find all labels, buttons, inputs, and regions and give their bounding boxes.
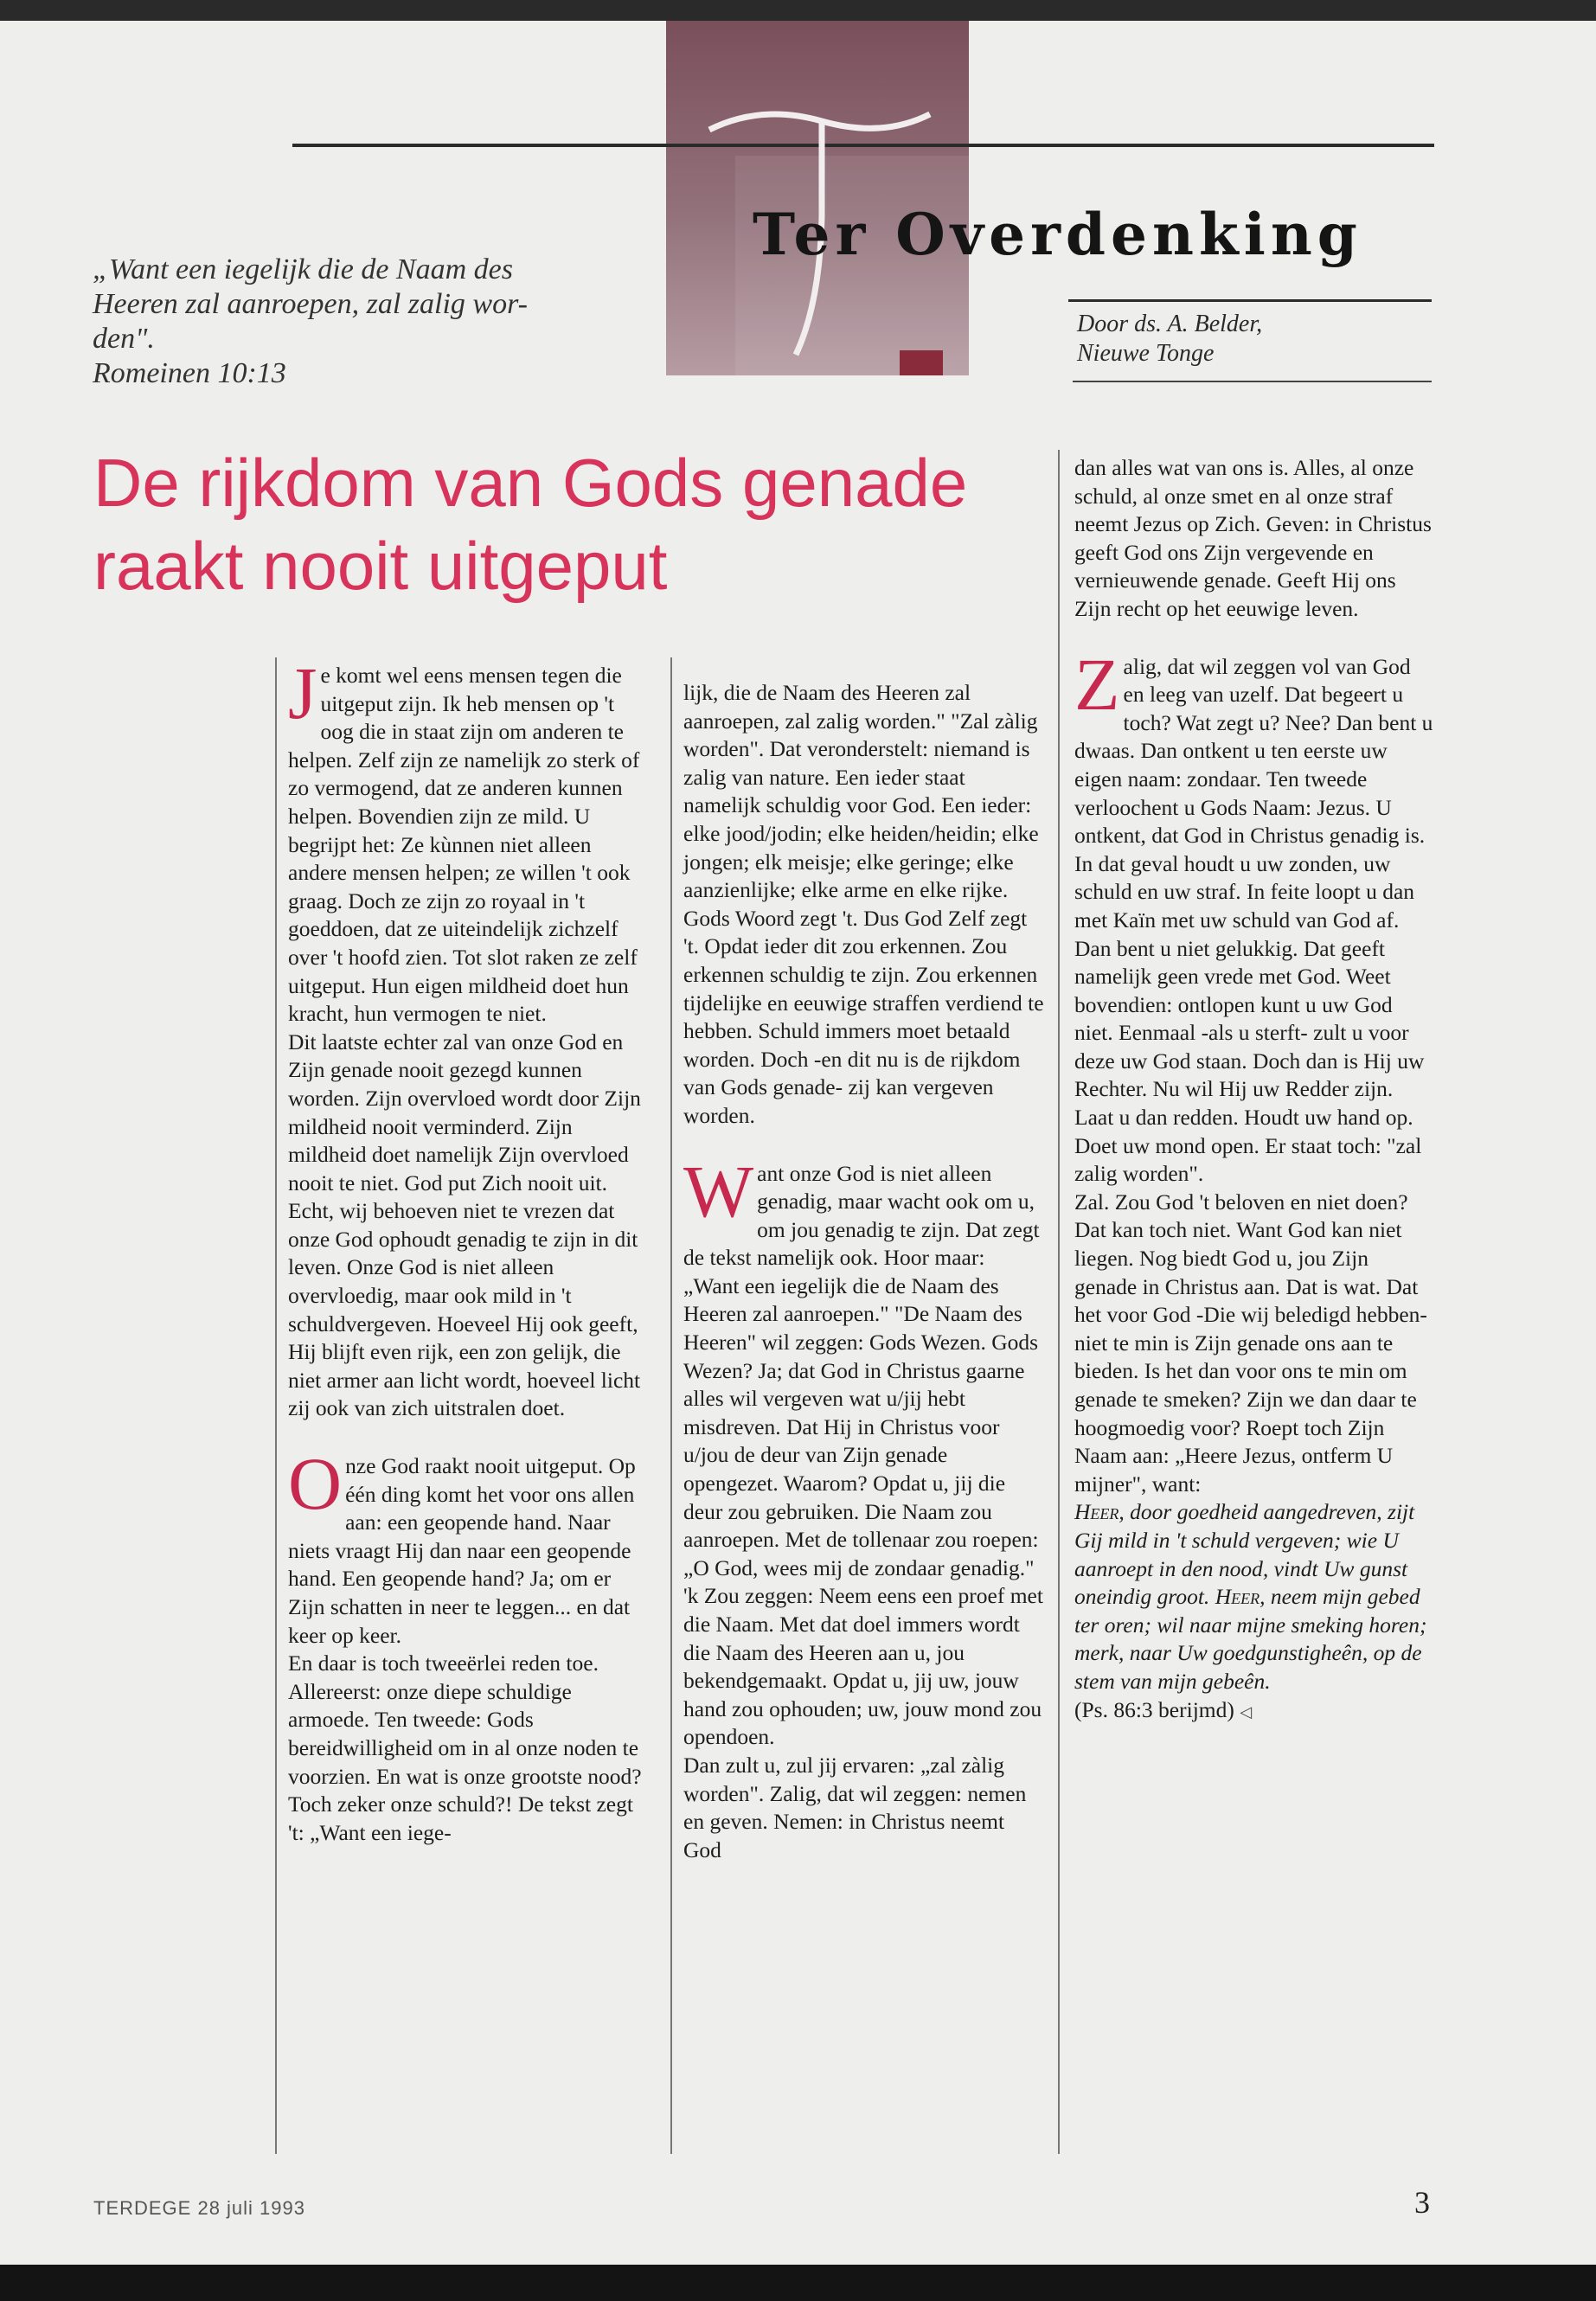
paragraph: En daar is toch tweeërlei reden toe. Allereerst: onze diepe schuldige armoede. Ten tweede: Gods bereidwilligheid om in al onze noden te voorzien. En wat is onze grootste nood? Toch zeker onze schuld?! De tekst zegt 't: „Want een iege- [288, 1650, 642, 1845]
drop-cap: O [288, 1442, 343, 1526]
top-scan-edge [0, 0, 1596, 21]
quote-line: „Want een iegelijk die de Naam des [93, 253, 513, 285]
byline-place: Nieuwe Tonge [1077, 340, 1215, 367]
byline-author: Door ds. A. Belder, [1077, 311, 1263, 337]
drop-cap: J [288, 651, 317, 734]
psalm-verse [1074, 1498, 1436, 1695]
paragraph: Zal. Zou God 't beloven en niet doen? Dat kan toch niet. Want God kan niet liegen. Nog biedt God u, jou Zijn genade in Christus aan. Dat is wat. Dat het voor God -Die wij beledigd hebben- niet te min is Zijn genade ons aan te bieden. Is het dan voor ons te min om genade te smeken? Zijn we dan daar te hoogmoedig voor? Roept toch Zijn Naam aan: „Heere Jezus, ontferm U mijner", want: [1074, 1189, 1427, 1497]
paragraph-text: alig, dat wil zeggen vol van God en leeg van uzelf. Dat begeert u toch? Wat zegt u? Nee? Dan bent u dwaas. Dan ontkent u ten eerste uw eigen naam: zondaar. Ten tweede verloochent u Gods Naam: Jezus. U ontkent, dat God in Christus genadig is. In dat geval houdt u uw zonden, uw schuld en uw straf. In feite loopt u dan met Kaïn met uw schuld van God af. Dan bent u niet gelukkig. Dat geeft namelijk geen vrede met God. Weet bovendien: ontlopen kunt u uw God niet. Eenmaal -als u sterft- zult u voor deze uw God staan. Doch dan is Hij uw Rechter. Nu wil Hij uw Redder zijn. Laat u dan redden. Houdt uw hand op. Doet uw mond open. Er staat toch: "zal zalig worden". [1074, 653, 1433, 1187]
paragraph: lijk, die de Naam des Heeren zal aanroepen, zal zalig worden." "Zal zàlig worden". Dat veronderstelt: niemand is zalig van nature. Een ieder staat namelijk schuldig voor God. Een ieder: elke jood/jodin; elke heiden/heidin; elke jongen; elk meisje; elke geringe; elke aanzienlijke; elke arme en elke rijke. [683, 680, 1039, 903]
header-quote [93, 253, 594, 391]
page-number: 3 [1414, 2185, 1430, 2220]
section-title: Ter Overdenking [753, 201, 1362, 268]
article-column-2 [683, 679, 1045, 1864]
psalm-lord: Heer [1074, 1499, 1119, 1525]
paragraph: dan alles wat van ons is. Alles, al onze schuld, al onze smet en al onze straf neemt Jezus op Zich. Geven: in Christus geeft God ons Zijn vergevende en vernieuwende genade. Geeft Hij ons Zijn recht op het eeuwige leven. [1074, 455, 1432, 621]
paragraph [288, 651, 650, 1029]
paragraph-text: e komt wel eens mensen tegen die uitgeput zijn. Ik heb mensen op 't oog die in staat zijn om anderen te helpen. Zelf zijn ze namelijk zo sterk of zo vermogend, dat ze anderen kunnen helpen. Bovendien zijn ze mild. U begrijpt het: Ze kùnnen niet alleen andere mensen helpen; ze willen 't ook graag. Doch ze zijn zo royaal in 't goeddoen, dat ze uiteindelijk zichzelf over 't hoofd zien. Tot slot raken ze zelf uitgeput. Hun eigen mildheid doet hun kracht, hun vermogen te niet. [288, 663, 640, 1027]
paragraph-text: nze God raakt nooit uitgeput. Op één ding komt het voor ons allen aan: een geopende hand. Naar niets vraagt Hij dan naar een geopende hand. Een geopende hand? Ja; om er Zijn schatten in neer te leggen... en dat keer op keer. [288, 1453, 636, 1648]
byline-rule [1073, 381, 1432, 382]
article-column-1 [288, 651, 650, 1847]
footer-publication: TERDEGE 28 juli 1993 [93, 2197, 305, 2219]
psalm-lord: Heer [1215, 1584, 1260, 1610]
headline-line: De rijkdom van Gods genade [93, 445, 968, 521]
quote-line: den". [93, 323, 155, 355]
paragraph [1074, 642, 1436, 1189]
column-rule [1058, 450, 1060, 2154]
psalm-reference-line [1074, 1696, 1436, 1727]
column-rule [275, 657, 277, 2154]
article-headline [93, 441, 1045, 607]
paragraph: Dan zult u, zul jij ervaren: „zal zàlig worden". Zalig, dat wil zeggen: nemen en geven. Nemen: in Christus neemt God [683, 1752, 1027, 1862]
quote-line: Heeren zal aanroepen, zal zalig wor- [93, 288, 528, 320]
bottom-scan-edge [0, 2265, 1596, 2301]
big-letter-t-text: T [692, 95, 693, 96]
drop-cap: Z [1074, 642, 1120, 726]
quote-reference: Romeinen 10:13 [93, 357, 286, 389]
headline-line: raakt nooit uitgeput [93, 528, 668, 604]
psalm-reference: (Ps. 86:3 berijmd) [1074, 1696, 1234, 1722]
paragraph-text: ant onze God is niet alleen genadig, maar wacht ook om u, om jou genadig te zijn. Dat zegt de tekst namelijk ook. Hoor maar: „Want een iegelijk die de Naam des Heeren zal aanroepen." "De Naam des Heeren" wil zeggen: Gods Wezen. Gods Wezen? Ja; dat God in Christus gaarne alles wil vergeven wat u/jij hebt misdreven. Dat Hij in Christus voor u/jou de deur van Zijn genade opengezet. Waarom? Opdat u, jij die deur zou gebruiken. Die Naam zou aanroepen. Met de tollenaar zou roepen: „O God, wees mij de zondaar genadig." 'k Zou zeggen: Neem eens een proef met die Naam. Met dat doel immers wordt die Naam des Heeren aan u, jou bekendgemaakt. Opdat u, jij uw, jouw hand zou ophouden; uw, jouw mond zou opendoen. [683, 1160, 1043, 1750]
paragraph [288, 1442, 650, 1650]
article-column-3 [1074, 454, 1436, 1726]
paragraph [683, 1149, 1045, 1752]
byline [1077, 310, 1432, 369]
paragraph: Gods Woord zegt 't. Dus God Zelf zegt 't. Opdat ieder dit zou erkennen. Zou erkennen schuldig te zijn. Zou erkennen tijdelijke en eeuwige straffen verdiend te hebben. Schuld immers moet betaald worden. Doch -en dit nu is de rijkdom van Gods genade- zij kan vergeven worden. [683, 905, 1044, 1128]
psalm-text: , door goedheid aangedreven, zijt Gij mild in 't schuld vergeven; wie U aanroept in den nood, vindt Uw gunst oneindig groot. [1074, 1499, 1415, 1610]
paragraph: Dit laatste echter zal van onze God en Zijn genade nooit gezegd kunnen worden. Zijn overvloed wordt door Zijn mildheid nooit verminderd. Zijn mildheid doet namelijk Zijn overvloed nooit te niet. God put Zich nooit uit. Echt, wij behoeven niet te vrezen dat onze God ophoudt genadig te zijn in dit leven. Onze God is niet alleen overvloedig, maar ook mild in 't schuldvergeven. Hoeveel Hij ook geeft, Hij blijft even rijk, een zon gelijk, die niet armer aan licht wordt, hoeveel licht zij ook van zich uitstralen doet. [288, 1029, 641, 1421]
title-underline [1068, 299, 1432, 302]
drop-cap: W [683, 1149, 754, 1233]
column-rule [670, 657, 672, 2154]
end-mark-icon: ◁ [1240, 1702, 1253, 1721]
psalm-text: , neem mijn gebed ter oren; wil naar mijne smeking horen; merk, naar Uw goedgunstigheên, op de stem van mijn gebeên. [1074, 1584, 1427, 1694]
